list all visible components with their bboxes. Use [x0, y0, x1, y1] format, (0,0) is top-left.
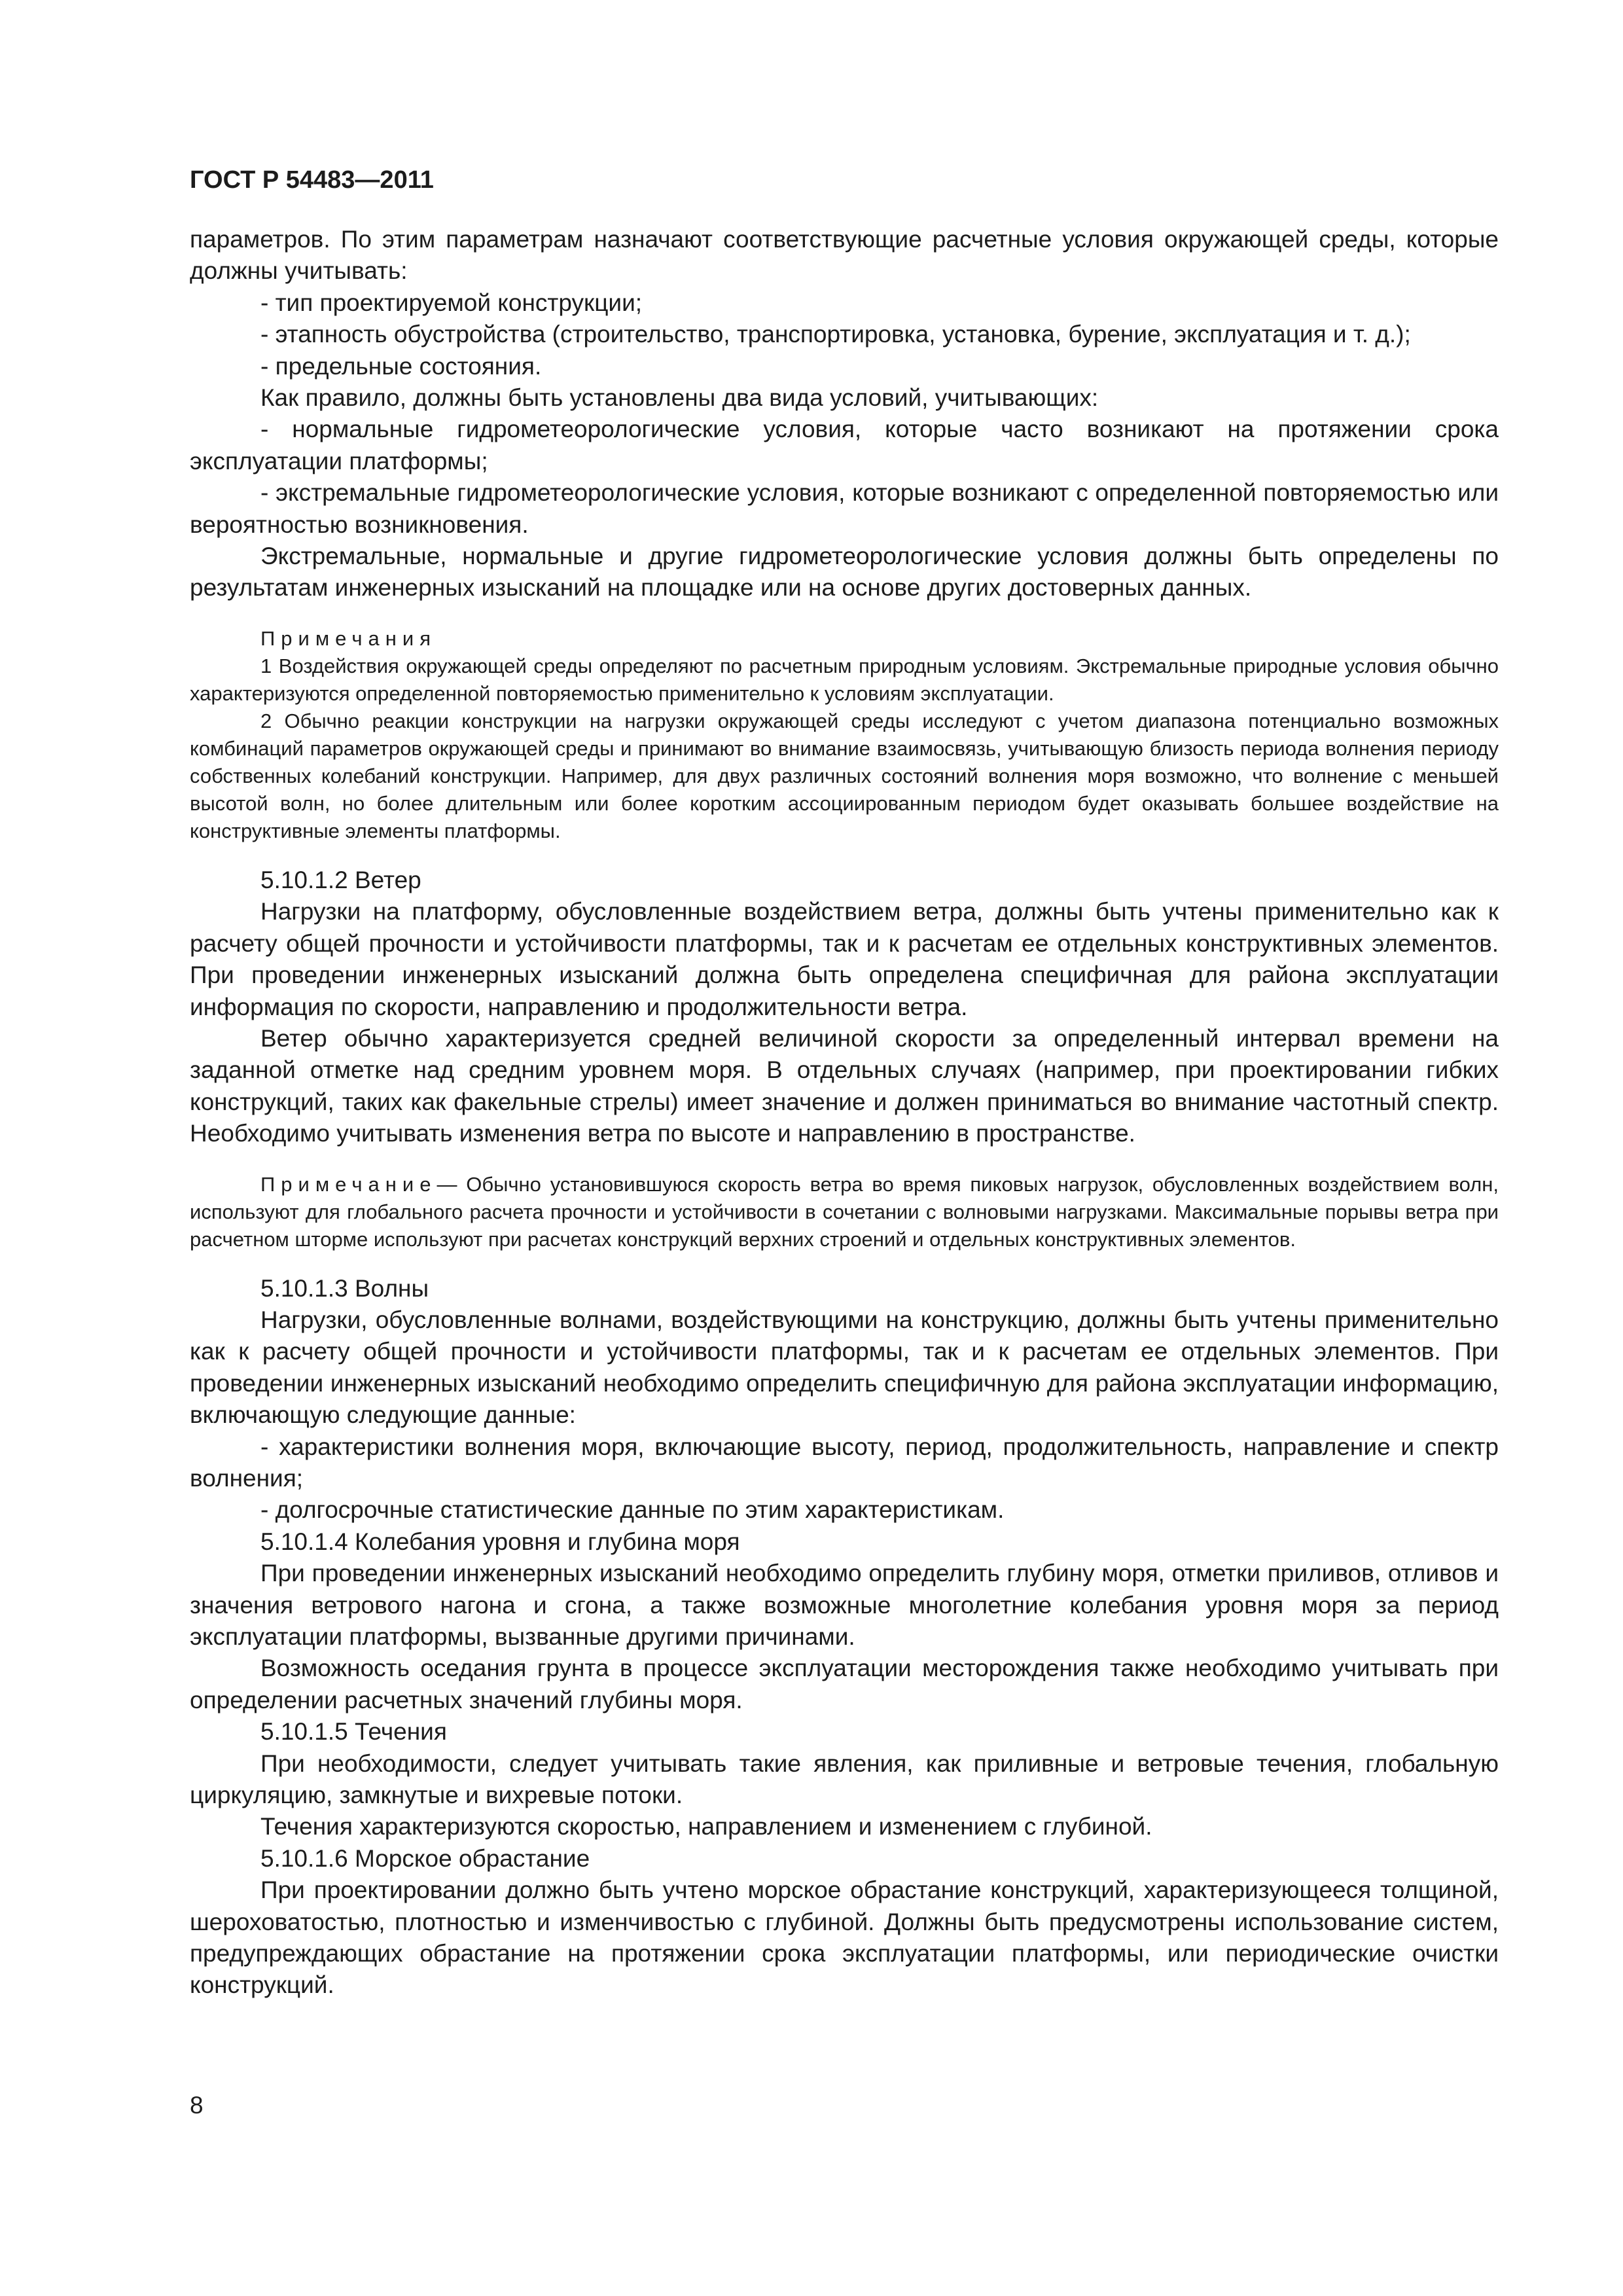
intro-paragraph: параметров. По этим параметрам назначают соответствующие расчетные условия окружающей среды, которые должны учитывать: — [190, 226, 1499, 285]
section-paragraph: Возможность оседания грунта в процессе эксплуатации месторождения также необходимо учитывать при определении расчетных значений глубины моря. — [190, 1655, 1499, 1713]
list-item: - экстремальные гидрометеорологические условия, которые возникают с определенной повторяемостью или вероятностью возникновения. — [190, 479, 1499, 538]
section-wind — [190, 865, 1499, 1253]
page-number: 8 — [190, 2092, 204, 2119]
section-paragraph: При проведении инженерных изысканий необходимо определить глубину моря, отметки приливов, отливов и значения ветрового нагона и сгона, а также возможные многолетние колебания уровня моря за период эксплуатации платформы, вызванные другими причинами. — [190, 1560, 1499, 1650]
section-title: 5.10.1.4 Колебания уровня и глубина моря — [260, 1528, 740, 1555]
section-title: 5.10.1.5 Течения — [260, 1718, 447, 1746]
section-paragraph: Нагрузки на платформу, обусловленные воздействием ветра, должны быть учтены применительно как к расчету общей прочности и устойчивости платформы, так и к расчетам ее отдельных конструктивных элементов. При проведении инженерных изысканий должна быть определена специфичная для района эксплуатации информация по скорости, направлению и продолжительности ветра. — [190, 898, 1499, 1020]
list-item: - нормальные гидрометеорологические условия, которые часто возникают на протяжении срока эксплуатации платформы; — [190, 416, 1499, 475]
section-title: 5.10.1.6 Морское обрастание — [260, 1844, 590, 1872]
note-item: 2 Обычно реакции конструкции на нагрузки окружающей среды исследуют с учетом диапазона потенциально возможных комбинаций параметров окружающей среды и принимают во внимание взаимосвязь, учитывающую близость периода волнения периоду собственных колебаний конструкции. Например, для двух различных состояний волнения моря возможно, что волнение с меньшей высотой волн, но более длительным или более коротким ассоциированным периодом будет оказывать большее воздействие на конструктивные элементы платформы. — [190, 709, 1499, 842]
section-paragraph: Течения характеризуются скоростью, направлением и изменением с глубиной. — [260, 1813, 1152, 1840]
document-header: ГОСТ Р 54483—2011 — [190, 166, 434, 194]
wind-note-text — [190, 1171, 1499, 1253]
section-waves — [190, 1273, 1499, 1526]
notes-heading: Примечания — [260, 626, 437, 650]
section-sea-level — [190, 1526, 1499, 1716]
wind-note-label: Примечание — [260, 1172, 437, 1196]
section-title: 5.10.1.2 Ветер — [260, 866, 421, 893]
section-currents — [190, 1716, 1499, 1843]
list-item: - предельные состояния. — [260, 352, 542, 380]
intro-paragraph: Как правило, должны быть установлены два вида условий, учитывающих: — [260, 384, 1099, 412]
notes-block — [190, 625, 1499, 845]
list-item: - характеристики волнения моря, включающие высоту, период, продолжительность, направление и спектр волнения; — [190, 1433, 1499, 1492]
section-paragraph: Нагрузки, обусловленные волнами, воздействующими на конструкцию, должны быть учтены применительно как к расчету общей прочности и устойчивости платформы, так и к расчетам ее отдельных элементов. При проведении инженерных изысканий необходимо определить специфичную для района эксплуатации информацию, включающую следующие данные: — [190, 1306, 1499, 1429]
wind-note — [190, 1171, 1499, 1253]
intro-paragraph: Экстремальные, нормальные и другие гидрометеорологические условия должны быть определены по результатам инженерных изысканий на площадке или на основе других достоверных данных. — [190, 543, 1499, 601]
wind-note-body: — Обычно установившуюся скорость ветра во время пиковых нагрузок, обусловленных воздействием волн, используют для глобального расчета прочности и устойчивости в сочетании с волновыми нагрузками. Максимальные порывы ветра при расчетном шторме используют при расчетах конструкций верхних строений и отдельных конструктивных элементов. — [190, 1172, 1499, 1251]
section-paragraph: При проектировании должно быть учтено морское обрастание конструкций, характеризующееся толщиной, шероховатостью, плотностью и изменчивостью с глубиной. Должны быть предусмотрены использование систем, предупреждающих обрастание на протяжении срока эксплуатации платформы, или периодические очистки конструкций. — [190, 1876, 1499, 1999]
list-item: - долгосрочные статистические данные по этим характеристикам. — [260, 1496, 1005, 1524]
list-item: - этапность обустройства (строительство, транспортировка, установка, бурение, эксплуатация и т. д.); — [260, 321, 1411, 348]
intro-section — [190, 224, 1499, 604]
section-paragraph: При необходимости, следует учитывать такие явления, как приливные и ветровые течения, глобальную циркуляцию, замкнутые и вихревые потоки. — [190, 1749, 1499, 1809]
section-paragraph: Ветер обычно характеризуется средней величиной скорости за определенный интервал времени на заданной отметке над средним уровнем моря. В отдельных случаях (например, при проектировании гибких конструкций, таких как факельные стрелы) имеет значение и должен приниматься во внимание частотный спектр. Необходимо учитывать изменения ветра по высоте и направлению в пространстве. — [190, 1024, 1499, 1147]
section-fouling — [190, 1843, 1499, 2001]
section-title: 5.10.1.3 Волны — [260, 1274, 429, 1302]
note-item: 1 Воздействия окружающей среды определяют по расчетным природным условиям. Экстремальные природные условия обычно характеризуются определенной повторяемостью применительно к условиям эксплуатации. — [190, 654, 1499, 705]
list-item: - тип проектируемой конструкции; — [260, 289, 643, 316]
